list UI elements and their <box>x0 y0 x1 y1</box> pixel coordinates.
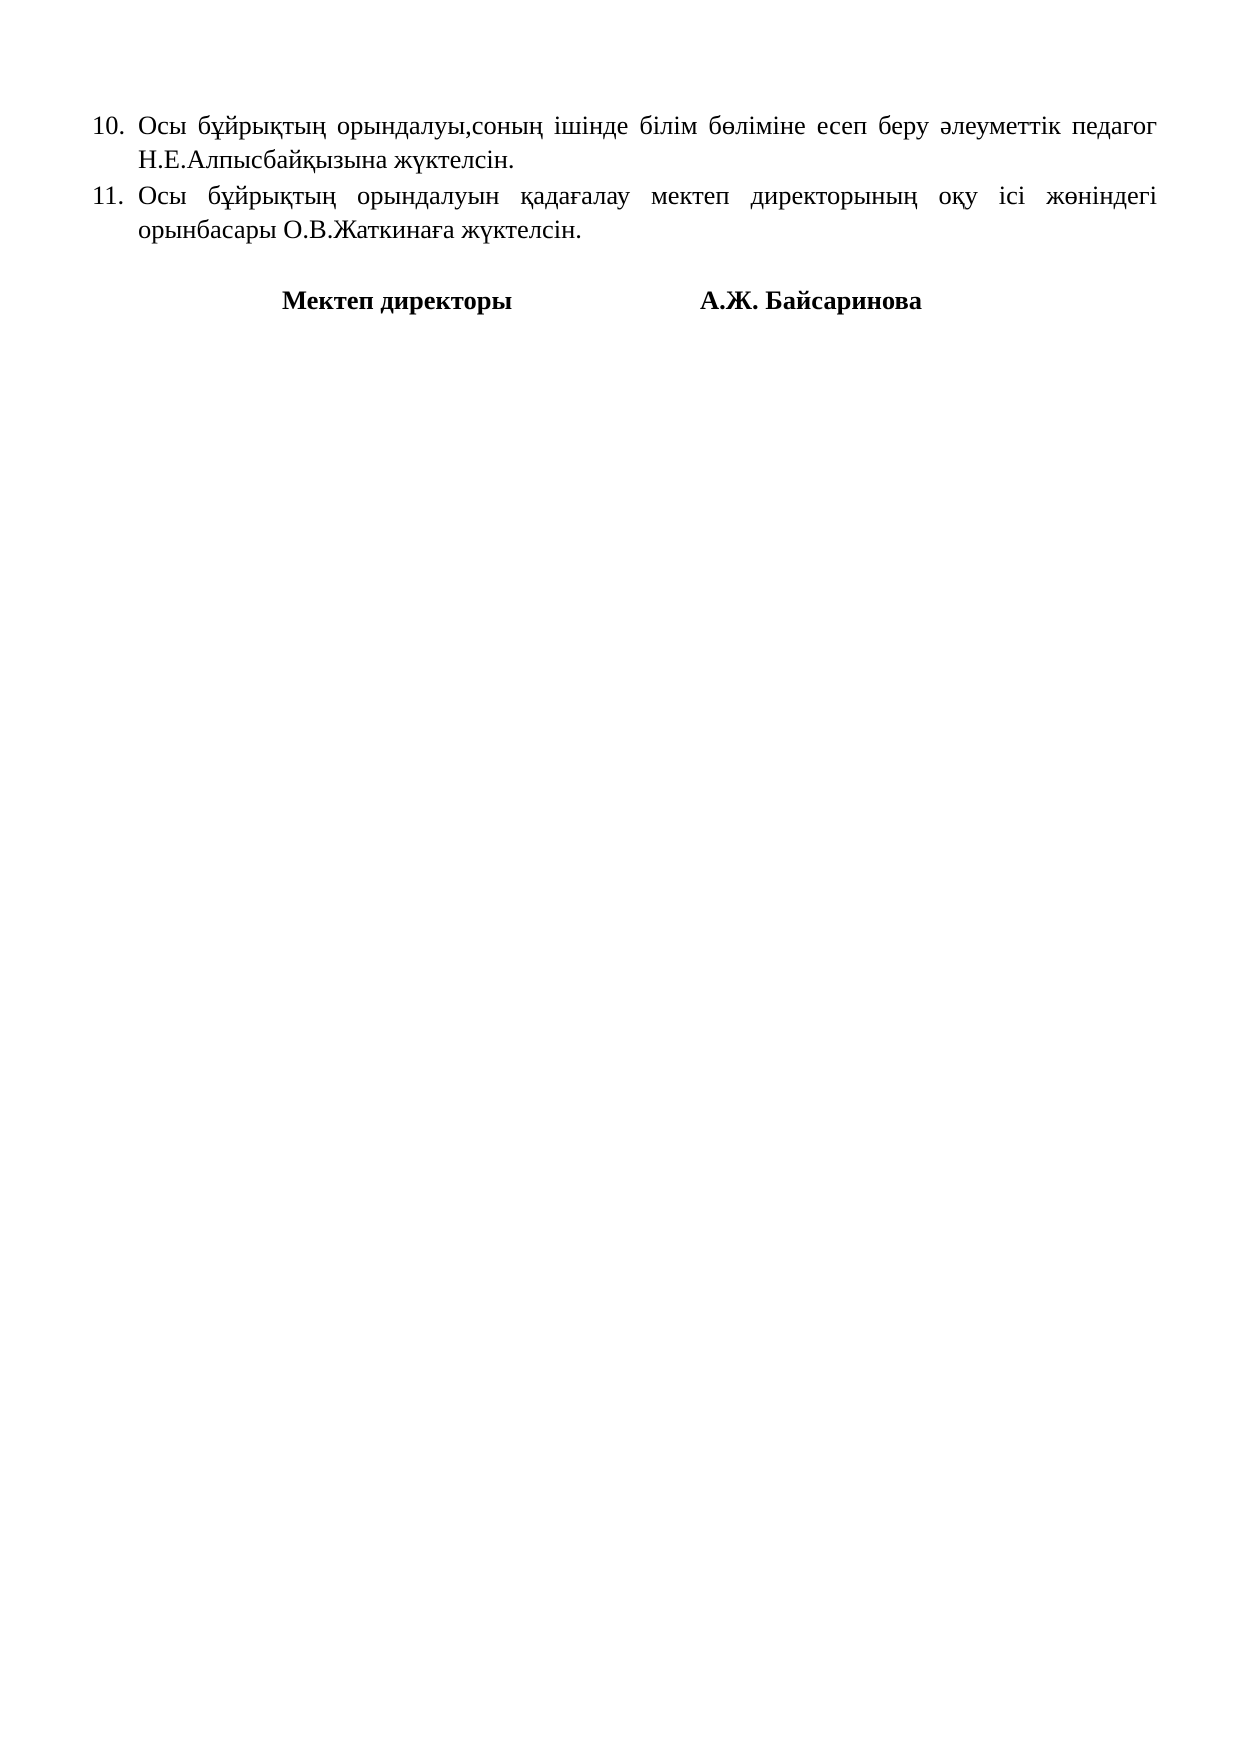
list-item-number: 11. <box>92 179 125 210</box>
list-item-text: Осы бұйрықтың орындалуын қадағалау мектеп директорының оқу ісі жөніндегі орынбасары О.В.Жаткинаға жүктелсін. <box>138 179 1157 245</box>
signature-block <box>92 285 1157 325</box>
numbered-list <box>92 108 1157 247</box>
signature-name: А.Ж. Байсаринова <box>700 285 923 315</box>
list-item-text: Осы бұйрықтың орындалуы,соның ішінде білім бөліміне есеп беру әлеуметтік педагог Н.Е.Алпысбайқызына жүктелсін. <box>138 110 1157 175</box>
document-body <box>92 108 1157 248</box>
list-item <box>92 108 1157 177</box>
list-item <box>92 178 1157 247</box>
list-item-number: 10. <box>92 110 126 140</box>
signature-title: Мектеп директоры <box>282 285 513 315</box>
